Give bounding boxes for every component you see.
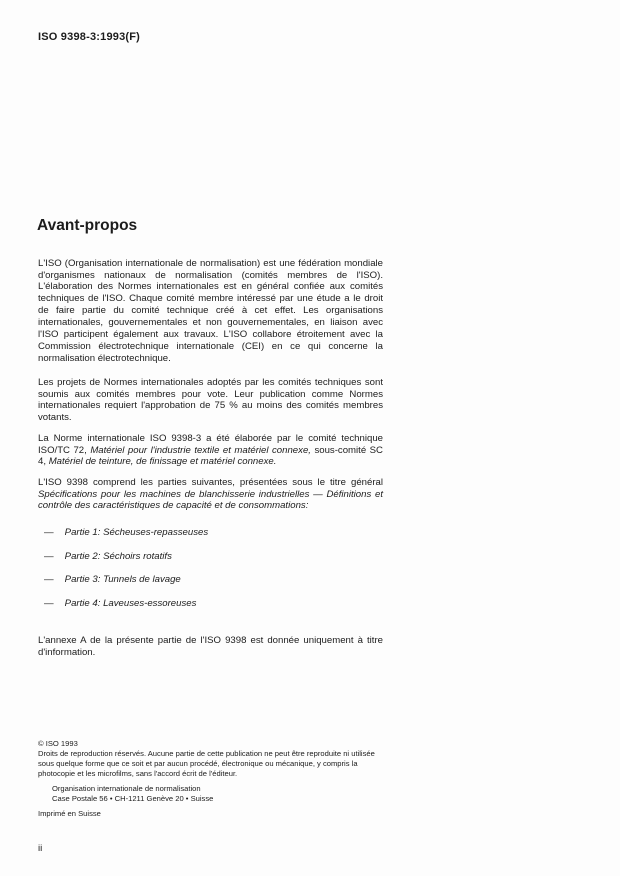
parts-list (44, 527, 208, 621)
subcommittee-name: Matériel de teinture, de finissage et matériel connexe. (48, 456, 277, 468)
dash-bullet: — (44, 597, 54, 609)
paragraph-committee (38, 433, 383, 469)
dash-bullet: — (44, 550, 54, 562)
dash-bullet: — (44, 574, 54, 585)
parts-intro: L'ISO 9398 comprend les parties suivantes, présentées sous le titre général (38, 476, 383, 488)
list-item (44, 551, 208, 575)
page-number: ii (38, 843, 43, 854)
paragraph-parts-intro (38, 477, 383, 513)
legal-notice (38, 739, 388, 819)
rights-notice: Droits de reproduction réservés. Aucune partie de cette publication ne peut être reproduite ni utilisée sous quelque forme que ce soit et par aucun procédé, électronique ou mécanique, y compris la photocopie et les microfilms, sans l'accord écrit de l'éditeur. (38, 749, 375, 778)
part-title: Laveuses-essoreuses (103, 597, 197, 609)
part-label: Partie 3: (64, 574, 101, 585)
paragraph-iso-intro: L'ISO (Organisation internationale de normalisation) est une fédération mondiale d'organismes nationaux de normalisation (comités membres de l'ISO). L'élaboration des Normes internationales est en général confiée aux comités techniques de l'ISO. Chaque comité membre intéressé par une étude a le droit de faire partie du comité technique créé à cet effet. Les organisations internationales, gouvernementales et non gouvernementales, en liaison avec l'ISO participent également aux travaux. L'ISO collabore étroitement avec la Commission électrotechnique internationale (CEI) en ce qui concerne la normalisation électrotechnique. (38, 257, 383, 364)
general-title: Spécifications pour les machines de blanchisserie industrielles — Définitions et contrôle des caractéristiques de capacité et de consommations: (38, 488, 383, 512)
subcommittee-prefix: sous-comité SC 4, (38, 444, 383, 468)
paragraph-voting: Les projets de Normes internationales adoptés par les comités techniques sont soumis aux comités membres pour vote. Leur publication comme Normes internationales requiert l'approbation de 75 % au moins des comités membres votants. (38, 376, 383, 424)
paragraph-annex: L'annexe A de la présente partie de l'ISO 9398 est donnée uniquement à titre d'information. (38, 634, 383, 658)
copyright-line: © ISO 1993 (38, 739, 78, 748)
document-code: ISO 9398-3:1993(F) (38, 31, 141, 43)
printed-in: Imprimé en Suisse (38, 809, 101, 818)
part-label: Partie 2: (64, 550, 101, 562)
committee-name: Matériel pour l'industrie textile et matériel connexe, (90, 444, 311, 456)
part-title: Tunnels de lavage (103, 574, 181, 585)
part-title: Sécheuses-repasseuses (103, 527, 209, 538)
organisation-address: Case Postale 56 • CH-1211 Genève 20 • Suisse (52, 794, 214, 803)
part-label: Partie 1: (64, 527, 101, 538)
committee-intro: La Norme internationale ISO 9398-3 a été élaborée par le comité technique ISO/TC 72, (38, 432, 383, 456)
organisation-name: Organisation internationale de normalisation (52, 784, 201, 793)
dash-bullet: — (44, 527, 54, 538)
section-title: Avant-propos (37, 217, 138, 234)
list-item (44, 598, 208, 622)
list-item (44, 527, 208, 551)
part-label: Partie 4: (64, 597, 101, 609)
part-title: Séchoirs rotatifs (103, 550, 172, 562)
list-item (44, 574, 208, 598)
